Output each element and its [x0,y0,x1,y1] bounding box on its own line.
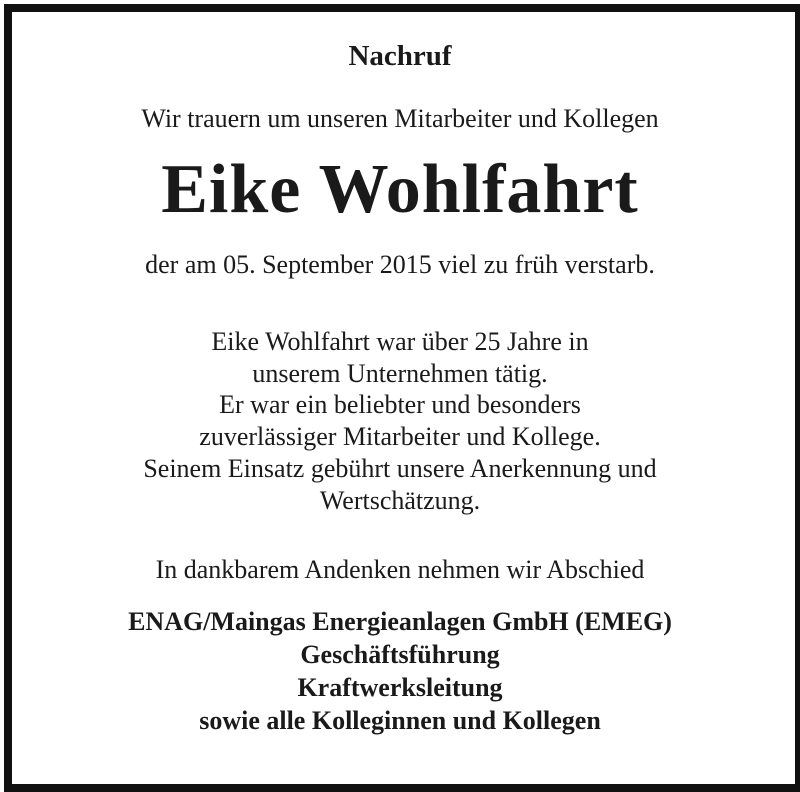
date-line: der am 05. September 2015 viel zu früh verstarb. [145,250,655,279]
farewell-line: In dankbarem Andenken nehmen wir Abschied [155,555,645,584]
signoff-plant-management: Kraftwerksleitung [297,673,503,702]
signoff-colleagues: sowie alle Kolleginnen und Kollegen [199,706,601,735]
tribute-paragraph [0,326,800,516]
notice-heading: Nachruf [348,40,452,72]
tribute-line: zuverlässiger Mitarbeiter und Kollege. [199,422,601,452]
company-name: ENAG/Maingas Energieanlagen GmbH (EMEG) [128,607,672,636]
tribute-line: Seinem Einsatz gebührt unsere Anerkennung und [143,453,657,483]
deceased-name: Eike Wohlfahrt [161,151,639,228]
signoff-management: Geschäftsführung [300,640,500,669]
signoff-block [0,605,800,737]
tribute-line: unserem Unternehmen tätig. [252,358,548,388]
tribute-line: Eike Wohlfahrt war über 25 Jahre in [211,327,589,356]
intro-line: Wir trauern um unseren Mitarbeiter und Kollegen [141,104,659,133]
tribute-line: Er war ein beliebter und besonders [219,390,581,420]
tribute-line: Wertschätzung. [319,485,481,515]
